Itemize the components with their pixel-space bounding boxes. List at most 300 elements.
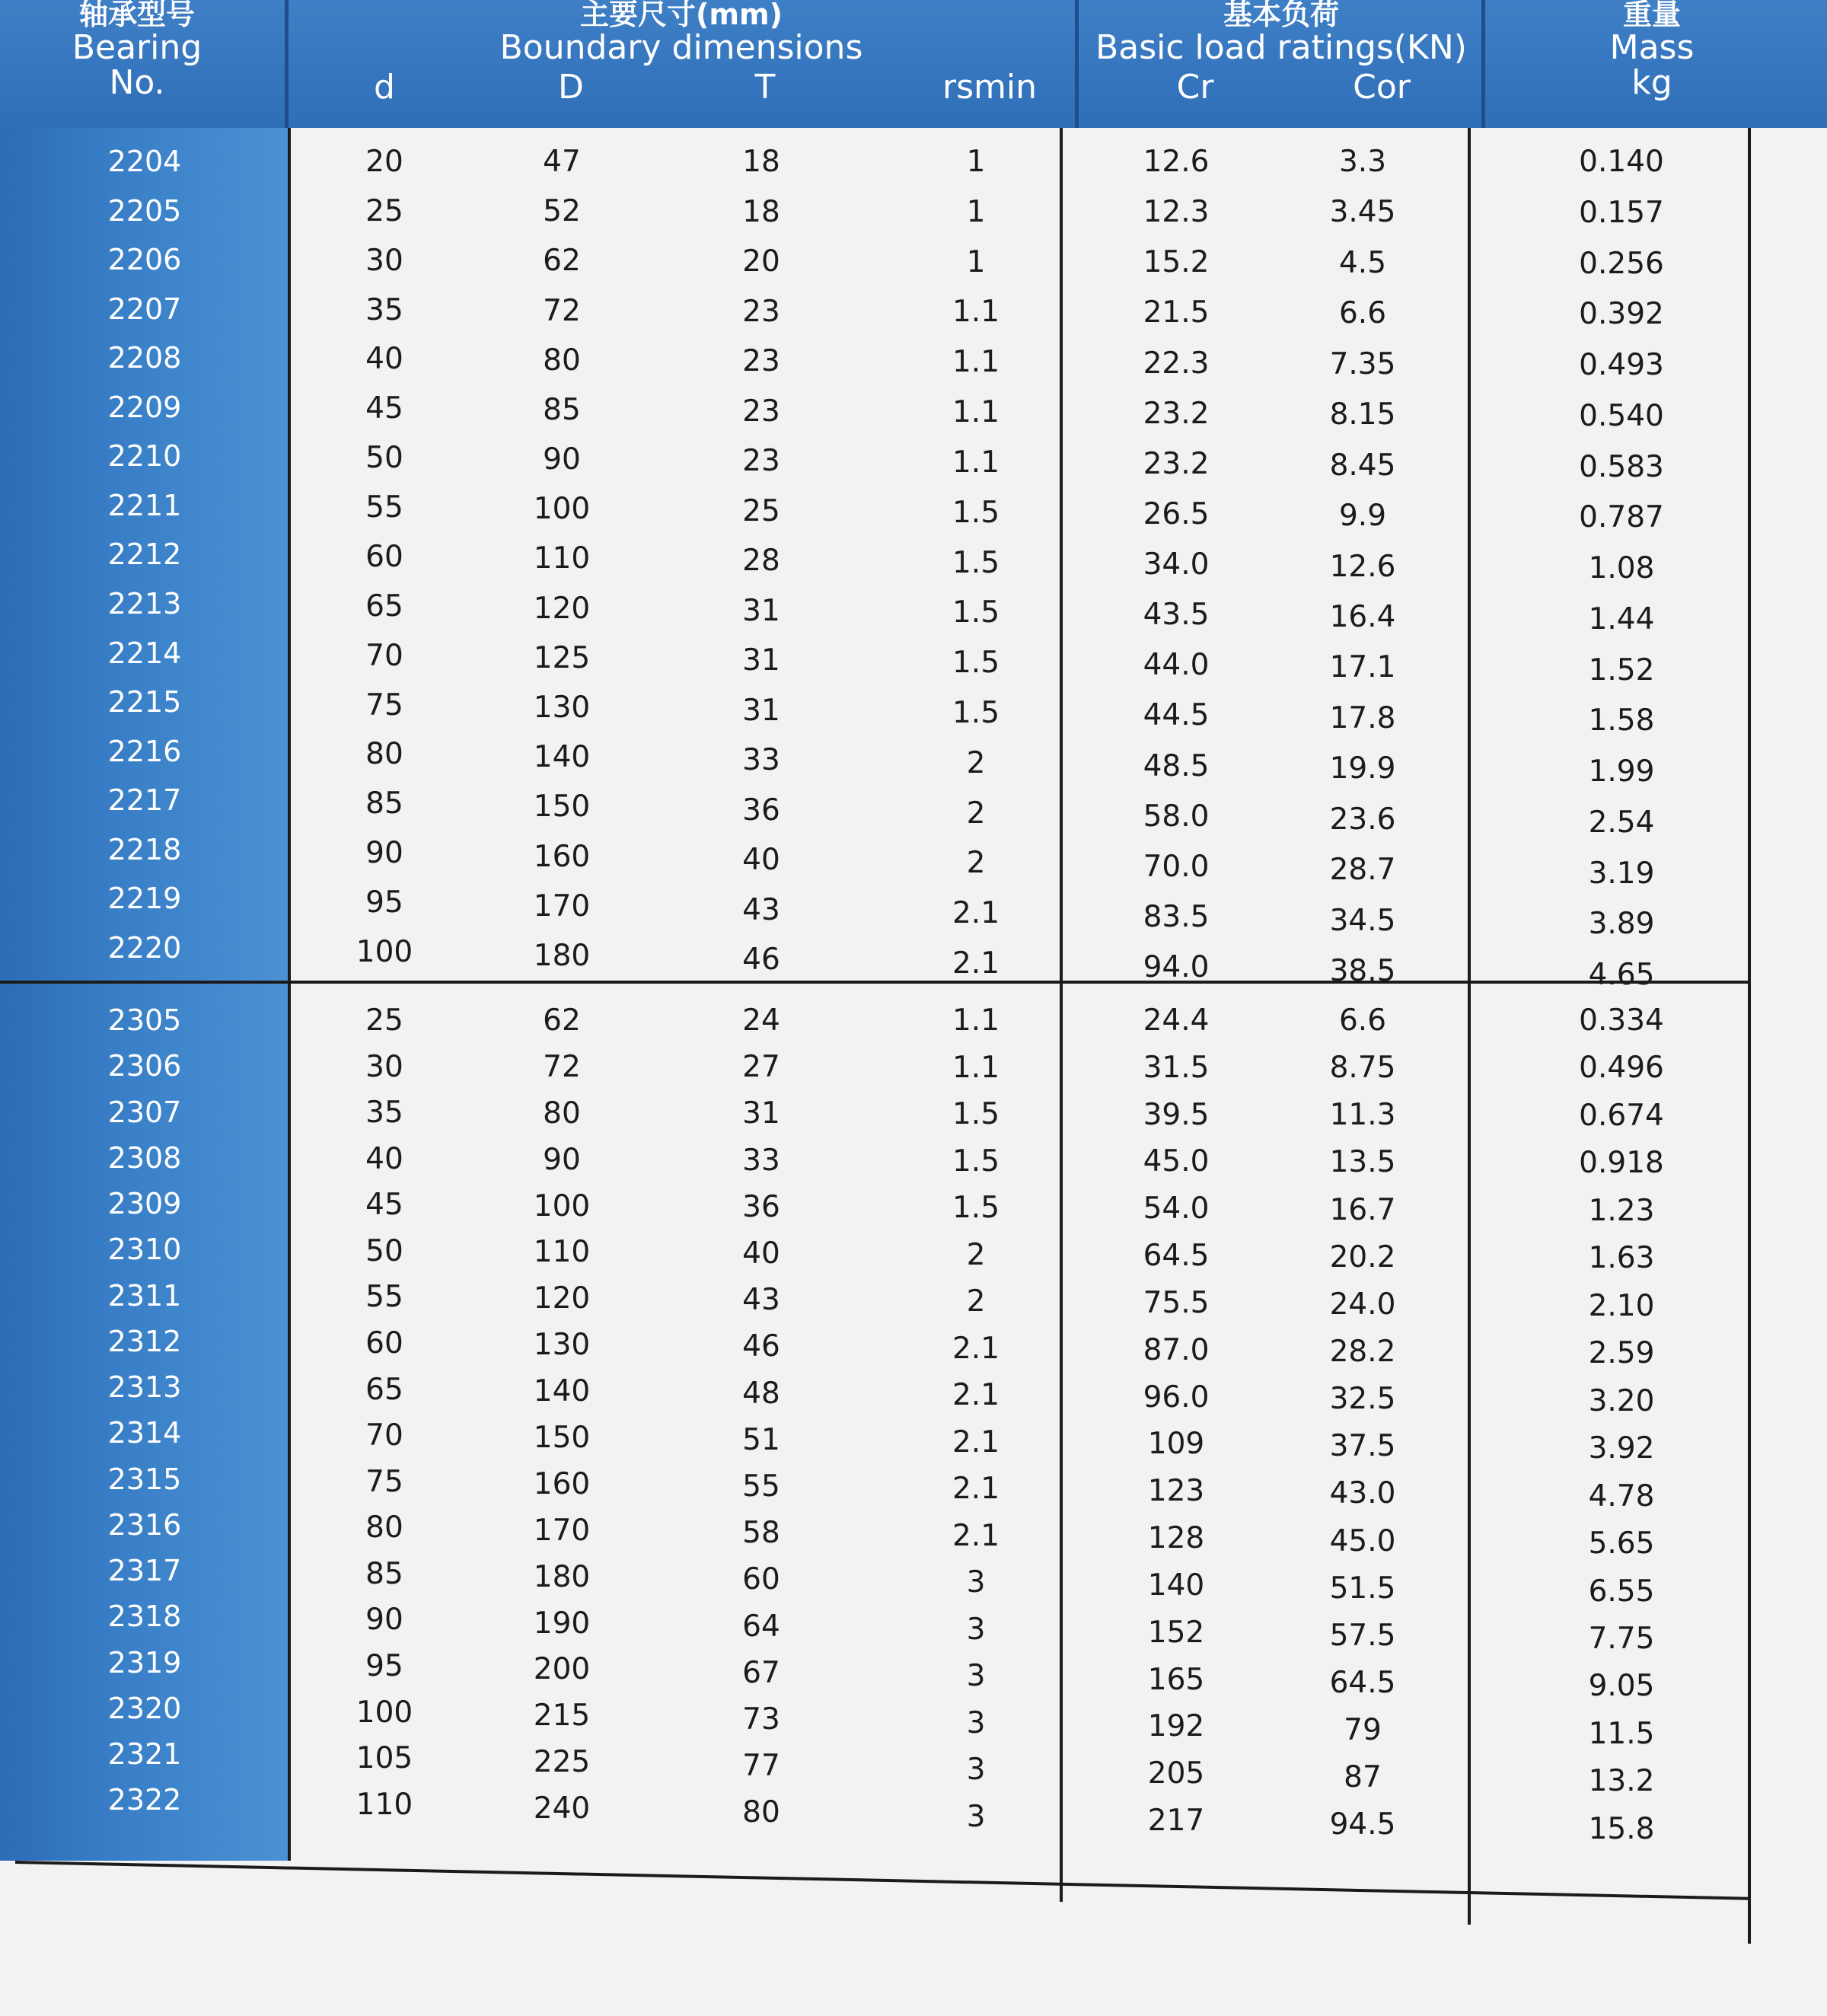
width-cell: 80	[742, 1795, 780, 1830]
static-load-cell: 7.35	[1329, 346, 1396, 381]
dynamic-load-cell: 83.5	[1143, 899, 1210, 934]
dynamic-load-cell: 87.0	[1143, 1332, 1210, 1367]
dynamic-load-cell: 96.0	[1143, 1380, 1210, 1415]
chamfer-cell: 3	[966, 1565, 986, 1600]
outer-diameter-cell: 62	[543, 244, 581, 279]
dynamic-load-cell: 45.0	[1143, 1144, 1210, 1179]
inner-diameter-cell: 60	[365, 539, 403, 574]
inner-diameter-cell: 25	[365, 193, 403, 228]
mass-cell: 4.78	[1588, 1479, 1655, 1514]
outer-diameter-cell: 150	[533, 789, 591, 825]
inner-diameter-cell: 105	[356, 1741, 413, 1776]
inner-diameter-cell: 100	[356, 934, 413, 969]
width-cell: 24	[742, 1003, 780, 1038]
mass-cell: 0.540	[1579, 398, 1664, 433]
static-load-cell: 64.5	[1329, 1666, 1396, 1701]
mass-cell: 1.58	[1588, 703, 1655, 738]
inner-diameter-cell: 35	[365, 1096, 403, 1131]
header-bearing-no-en2: No.	[109, 63, 165, 103]
table-bottom-rule	[15, 1861, 1751, 1900]
chamfer-cell: 2	[966, 745, 986, 780]
inner-diameter-cell: 80	[365, 1510, 403, 1545]
outer-diameter-cell: 100	[533, 1188, 591, 1223]
header-bearing-no-en1: Bearing	[72, 27, 202, 67]
outer-diameter-cell: 80	[543, 1096, 581, 1131]
mass-cell: 2.54	[1588, 805, 1655, 840]
static-load-cell: 11.3	[1329, 1098, 1396, 1133]
outer-diameter-cell: 47	[543, 145, 581, 179]
header-bearing-no	[30, 0, 244, 103]
dynamic-load-cell: 34.0	[1143, 547, 1210, 582]
dynamic-load-cell: 12.6	[1143, 145, 1210, 179]
header-bearing-no-cn: 轴承型号	[78, 0, 195, 31]
inner-diameter-cell: 30	[365, 243, 403, 278]
mass-cell: 3.20	[1588, 1383, 1655, 1418]
outer-diameter-cell: 140	[533, 1374, 591, 1409]
static-load-cell: 9.9	[1338, 499, 1387, 534]
outer-diameter-cell: 52	[543, 194, 581, 229]
outer-diameter-cell: 200	[533, 1652, 591, 1687]
dynamic-load-cell: 192	[1147, 1709, 1205, 1744]
chamfer-cell: 1.1	[952, 295, 1000, 330]
bearing-no-cell: 2217	[107, 783, 182, 818]
column-rule	[1468, 128, 1471, 1925]
outer-diameter-cell: 90	[543, 1142, 581, 1177]
mass-cell: 1.63	[1588, 1241, 1655, 1276]
mass-cell: 0.140	[1579, 145, 1664, 179]
dynamic-load-cell: 140	[1147, 1568, 1205, 1603]
width-cell: 28	[742, 544, 780, 578]
width-cell: 18	[742, 194, 780, 229]
chamfer-cell: 1.5	[952, 1191, 1000, 1226]
width-cell: 25	[742, 493, 780, 528]
width-cell: 46	[742, 943, 780, 977]
inner-diameter-cell: 75	[365, 1464, 403, 1499]
inner-diameter-cell: 95	[365, 1648, 403, 1683]
outer-diameter-cell: 90	[543, 442, 581, 477]
chamfer-cell: 1.5	[952, 545, 1000, 580]
outer-diameter-cell: 180	[533, 938, 591, 973]
width-cell: 67	[742, 1655, 780, 1690]
column-rule	[1748, 128, 1751, 1944]
inner-diameter-cell: 50	[365, 441, 403, 476]
dynamic-load-cell: 123	[1147, 1474, 1205, 1509]
static-load-cell: 17.1	[1329, 650, 1396, 685]
chamfer-cell: 2	[966, 846, 986, 881]
bearing-no-cell: 2309	[107, 1187, 182, 1221]
width-cell: 51	[742, 1422, 780, 1457]
dynamic-load-cell: 64.5	[1143, 1239, 1210, 1274]
width-cell: 20	[742, 244, 780, 279]
chamfer-cell: 1	[966, 194, 986, 229]
bearing-no-cell: 2311	[107, 1278, 182, 1313]
outer-diameter-cell: 170	[533, 1513, 591, 1548]
inner-diameter-cell: 50	[365, 1233, 403, 1268]
static-load-cell: 13.5	[1329, 1145, 1396, 1180]
dynamic-load-cell: 165	[1147, 1662, 1205, 1697]
chamfer-cell: 2	[966, 1284, 986, 1319]
header-boundary-en: Boundary dimensions	[499, 27, 863, 67]
bearing-no-cell: 2206	[107, 243, 182, 277]
bearing-no-cell: 2314	[107, 1416, 182, 1450]
bearing-no-cell: 2322	[107, 1783, 182, 1817]
mass-cell: 0.787	[1579, 500, 1664, 535]
bearing-no-cell: 2208	[107, 341, 182, 375]
width-cell: 43	[742, 1283, 780, 1318]
dynamic-load-cell: 24.4	[1143, 1003, 1210, 1038]
static-load-cell: 37.5	[1329, 1429, 1396, 1464]
mass-cell: 0.256	[1579, 246, 1664, 281]
chamfer-cell: 3	[966, 1705, 986, 1740]
bearing-no-cell: 2204	[107, 145, 182, 178]
outer-diameter-cell: 80	[543, 343, 581, 378]
chamfer-cell: 1	[966, 145, 986, 179]
bearing-no-cell: 2320	[107, 1691, 182, 1725]
width-cell: 43	[742, 892, 780, 927]
dynamic-load-cell: 15.2	[1143, 245, 1210, 280]
dynamic-load-cell: 31.5	[1143, 1050, 1210, 1085]
width-cell: 33	[742, 743, 780, 777]
chamfer-cell: 2	[966, 1237, 986, 1272]
dynamic-load-cell: 23.2	[1143, 396, 1210, 431]
static-load-cell: 19.9	[1329, 751, 1396, 786]
mass-cell: 0.918	[1579, 1146, 1664, 1181]
static-load-cell: 17.8	[1329, 700, 1396, 735]
bearing-no-cell: 2214	[107, 636, 182, 670]
mass-cell: 3.92	[1588, 1431, 1655, 1466]
outer-diameter-cell: 72	[543, 293, 581, 328]
bearing-no-cell: 2209	[107, 390, 182, 424]
chamfer-cell: 1	[966, 244, 986, 279]
chamfer-cell: 1.5	[952, 595, 1000, 630]
inner-diameter-cell: 55	[365, 1280, 403, 1315]
outer-diameter-cell: 62	[543, 1003, 581, 1038]
outer-diameter-cell: 225	[533, 1745, 591, 1780]
static-load-cell: 38.5	[1329, 954, 1396, 989]
header-T: T	[754, 68, 776, 107]
bearing-no-cell: 2319	[107, 1645, 182, 1679]
mass-cell: 13.2	[1588, 1764, 1655, 1799]
static-load-cell: 4.5	[1338, 245, 1387, 280]
inner-diameter-cell: 90	[365, 1603, 403, 1638]
inner-diameter-cell: 55	[365, 490, 403, 525]
mass-cell: 0.392	[1579, 297, 1664, 332]
inner-diameter-cell: 45	[365, 391, 403, 426]
mass-cell: 0.674	[1579, 1098, 1664, 1133]
bearing-no-cell: 2219	[107, 882, 182, 916]
bearing-no-cell: 2321	[107, 1737, 182, 1772]
dynamic-load-cell: 12.3	[1143, 195, 1210, 230]
outer-diameter-cell: 160	[533, 1466, 591, 1501]
chamfer-cell: 3	[966, 1612, 986, 1647]
mass-cell: 3.19	[1588, 856, 1655, 891]
chamfer-cell: 2	[966, 796, 986, 831]
bearing-no-cell: 2310	[107, 1233, 182, 1267]
static-load-cell: 8.75	[1329, 1051, 1396, 1086]
mass-cell: 15.8	[1588, 1811, 1655, 1846]
static-load-cell: 51.5	[1329, 1571, 1396, 1606]
mass-cell: 0.496	[1579, 1051, 1664, 1086]
dynamic-load-cell: 152	[1147, 1615, 1205, 1650]
inner-diameter-cell: 65	[365, 589, 403, 624]
group-divider	[0, 981, 1751, 984]
width-cell: 55	[742, 1469, 780, 1504]
inner-diameter-cell: 60	[365, 1325, 403, 1360]
outer-diameter-cell: 72	[543, 1049, 581, 1084]
dynamic-load-cell: 217	[1147, 1804, 1205, 1839]
outer-diameter-cell: 170	[533, 888, 591, 923]
column-rule	[288, 128, 291, 1861]
inner-diameter-cell: 65	[365, 1372, 403, 1407]
width-cell: 23	[742, 444, 780, 478]
bearing-no-cell: 2210	[107, 439, 182, 474]
dynamic-load-cell: 75.5	[1143, 1285, 1210, 1320]
bearing-no-cell: 2312	[107, 1324, 182, 1358]
width-cell: 23	[742, 294, 780, 329]
chamfer-cell: 1.5	[952, 495, 1000, 530]
bearing-no-cell: 2306	[107, 1049, 182, 1083]
bearing-no-cell: 2213	[107, 586, 182, 620]
bearing-no-cell: 2308	[107, 1140, 182, 1175]
width-cell: 48	[742, 1376, 780, 1411]
chamfer-cell: 3	[966, 1799, 986, 1834]
outer-diameter-cell: 130	[533, 1328, 591, 1363]
width-cell: 18	[742, 145, 780, 179]
dynamic-load-cell: 58.0	[1143, 799, 1210, 834]
static-load-cell: 24.0	[1329, 1287, 1396, 1322]
dynamic-load-cell: 44.5	[1143, 698, 1210, 733]
mass-cell: 1.52	[1588, 652, 1655, 687]
dynamic-load-cell: 128	[1147, 1521, 1205, 1556]
dynamic-load-cell: 44.0	[1143, 648, 1210, 683]
static-load-cell: 94.5	[1329, 1807, 1396, 1842]
chamfer-cell: 1.5	[952, 1097, 1000, 1132]
width-cell: 46	[742, 1329, 780, 1364]
chamfer-cell: 1.5	[952, 1144, 1000, 1179]
outer-diameter-cell: 150	[533, 1420, 591, 1455]
width-cell: 64	[742, 1609, 780, 1644]
header-load-cn: 基本负荷	[1223, 0, 1339, 31]
inner-diameter-cell: 40	[365, 342, 403, 377]
header-mass-cn: 重量	[1622, 0, 1681, 31]
inner-diameter-cell: 70	[365, 1418, 403, 1453]
chamfer-cell: 1.1	[952, 345, 1000, 380]
width-cell: 36	[742, 1189, 780, 1224]
static-load-cell: 28.2	[1329, 1335, 1396, 1369]
chamfer-cell: 2.1	[952, 946, 1000, 981]
inner-diameter-cell: 110	[356, 1787, 413, 1822]
chamfer-cell: 1.5	[952, 695, 1000, 730]
static-load-cell: 3.3	[1338, 145, 1387, 179]
bearing-no-cell: 2220	[107, 930, 182, 965]
outer-diameter-cell: 85	[543, 392, 581, 427]
chamfer-cell: 1.1	[952, 445, 1000, 480]
bearing-no-cell: 2316	[107, 1507, 182, 1542]
width-cell: 23	[742, 394, 780, 429]
header-boundary-cn: 主要尺寸(mm)	[580, 0, 783, 31]
static-load-cell: 32.5	[1329, 1382, 1396, 1417]
inner-diameter-cell: 100	[356, 1695, 413, 1730]
header-divider	[1481, 0, 1485, 128]
dynamic-load-cell: 23.2	[1143, 446, 1210, 481]
chamfer-cell: 1.1	[952, 1003, 1000, 1038]
mass-cell: 9.05	[1588, 1669, 1655, 1704]
bearing-no-cell: 2211	[107, 488, 182, 522]
outer-diameter-cell: 120	[533, 1281, 591, 1316]
outer-diameter-cell: 190	[533, 1606, 591, 1641]
bearing-no-cell: 2212	[107, 537, 182, 572]
mass-cell: 2.59	[1588, 1336, 1655, 1371]
bearing-no-cell: 2207	[107, 292, 182, 326]
inner-diameter-cell: 25	[365, 1003, 403, 1038]
header-d: d	[374, 68, 395, 107]
dynamic-load-cell: 48.5	[1143, 748, 1210, 783]
outer-diameter-cell: 160	[533, 839, 591, 874]
outer-diameter-cell: 215	[533, 1699, 591, 1734]
column-rule	[1060, 128, 1063, 1902]
bearing-no-cell: 2307	[107, 1095, 182, 1129]
bearing-no-cell: 2218	[107, 832, 182, 866]
mass-cell: 1.99	[1588, 754, 1655, 789]
outer-diameter-cell: 130	[533, 691, 591, 726]
chamfer-cell: 2.1	[952, 1378, 1000, 1413]
chamfer-cell: 1.1	[952, 395, 1000, 430]
mass-cell: 5.65	[1588, 1526, 1655, 1561]
outer-diameter-cell: 110	[533, 541, 591, 576]
mass-cell: 0.334	[1579, 1003, 1664, 1038]
dynamic-load-cell: 43.5	[1143, 598, 1210, 633]
width-cell: 27	[742, 1050, 780, 1085]
dynamic-load-cell: 26.5	[1143, 496, 1210, 531]
inner-diameter-cell: 45	[365, 1188, 403, 1223]
mass-cell: 0.157	[1579, 195, 1664, 230]
chamfer-cell: 2.1	[952, 1331, 1000, 1366]
header-load	[1079, 0, 1483, 65]
dynamic-load-cell: 109	[1147, 1427, 1205, 1462]
bearing-no-cell: 2215	[107, 685, 182, 719]
width-cell: 40	[742, 1236, 780, 1271]
width-cell: 31	[742, 593, 780, 628]
outer-diameter-cell: 100	[533, 492, 591, 527]
header-load-en: Basic load ratings(KN)	[1095, 27, 1467, 67]
inner-diameter-cell: 80	[365, 737, 403, 772]
header-rsmin: rsmin	[942, 68, 1037, 107]
static-load-cell: 23.6	[1329, 802, 1396, 837]
inner-diameter-cell: 30	[365, 1049, 403, 1084]
dynamic-load-cell: 39.5	[1143, 1097, 1210, 1132]
width-cell: 77	[742, 1749, 780, 1784]
dynamic-load-cell: 54.0	[1143, 1191, 1210, 1227]
mass-cell: 0.583	[1579, 449, 1664, 484]
width-cell: 23	[742, 344, 780, 378]
chamfer-cell: 2.1	[952, 1424, 1000, 1459]
width-cell: 31	[742, 1096, 780, 1131]
mass-cell: 1.44	[1588, 601, 1655, 636]
bearing-no-cell: 2305	[107, 1003, 182, 1037]
mass-cell: 1.23	[1588, 1193, 1655, 1228]
bearing-no-cell: 2317	[107, 1554, 182, 1588]
chamfer-cell: 2.1	[952, 1472, 1000, 1507]
dynamic-load-cell: 205	[1147, 1756, 1205, 1791]
inner-diameter-cell: 35	[365, 292, 403, 327]
static-load-cell: 12.6	[1329, 549, 1396, 584]
header-cor: Cor	[1353, 68, 1411, 107]
header-cr: Cr	[1176, 68, 1214, 107]
chamfer-cell: 2.1	[952, 1518, 1000, 1553]
mass-cell: 4.65	[1588, 958, 1655, 993]
static-load-cell: 20.2	[1329, 1239, 1396, 1274]
width-cell: 36	[742, 793, 780, 828]
mass-cell: 2.10	[1588, 1288, 1655, 1323]
chamfer-cell: 3	[966, 1659, 986, 1694]
static-load-cell: 45.0	[1329, 1523, 1396, 1558]
bearing-no-cell: 2216	[107, 734, 182, 768]
chamfer-cell: 1.5	[952, 646, 1000, 681]
static-load-cell: 6.6	[1338, 1003, 1387, 1038]
mass-cell: 11.5	[1588, 1716, 1655, 1751]
inner-diameter-cell: 70	[365, 638, 403, 673]
header-divider	[1075, 0, 1079, 128]
static-load-cell: 8.15	[1329, 397, 1396, 432]
dynamic-load-cell: 22.3	[1143, 346, 1210, 381]
static-load-cell: 43.0	[1329, 1476, 1396, 1511]
static-load-cell: 3.45	[1329, 195, 1396, 230]
bearing-no-cell: 2313	[107, 1370, 182, 1405]
header-mass-unit: kg	[1631, 63, 1672, 103]
bearing-no-cell: 2315	[107, 1462, 182, 1496]
header-boundary	[289, 0, 1073, 65]
outer-diameter-cell: 120	[533, 591, 591, 626]
width-cell: 31	[742, 643, 780, 678]
inner-diameter-cell: 85	[365, 1556, 403, 1591]
outer-diameter-cell: 110	[533, 1235, 591, 1270]
mass-cell: 6.55	[1588, 1574, 1655, 1609]
mass-cell: 3.89	[1588, 907, 1655, 942]
static-load-cell: 16.7	[1329, 1192, 1396, 1227]
header-mass-en: Mass	[1609, 27, 1695, 67]
header-mass	[1545, 0, 1758, 103]
chamfer-cell: 3	[966, 1753, 986, 1788]
static-load-cell: 34.5	[1329, 903, 1396, 938]
bearing-no-cell: 2318	[107, 1600, 182, 1634]
static-load-cell: 16.4	[1329, 600, 1396, 634]
inner-diameter-cell: 95	[365, 885, 403, 920]
width-cell: 40	[742, 843, 780, 877]
static-load-cell: 57.5	[1329, 1618, 1396, 1653]
inner-diameter-cell: 20	[365, 145, 403, 179]
static-load-cell: 79	[1344, 1713, 1382, 1748]
static-load-cell: 87	[1344, 1760, 1382, 1795]
bearing-no-cell: 2205	[107, 193, 182, 228]
mass-cell: 0.493	[1579, 348, 1664, 383]
mass-cell: 7.75	[1588, 1621, 1655, 1656]
outer-diameter-cell: 180	[533, 1559, 591, 1594]
static-load-cell: 6.6	[1338, 296, 1387, 331]
width-cell: 58	[742, 1516, 780, 1551]
static-load-cell: 8.45	[1329, 448, 1396, 483]
chamfer-cell: 2.1	[952, 896, 1000, 931]
header-D: D	[558, 68, 584, 107]
inner-diameter-cell: 40	[365, 1141, 403, 1176]
outer-diameter-cell: 140	[533, 740, 591, 775]
width-cell: 31	[742, 693, 780, 728]
outer-diameter-cell: 125	[533, 640, 591, 675]
dynamic-load-cell: 21.5	[1143, 295, 1210, 330]
width-cell: 33	[742, 1143, 780, 1178]
chamfer-cell: 1.1	[952, 1050, 1000, 1085]
header-divider	[285, 0, 289, 128]
table-header	[0, 0, 1827, 128]
